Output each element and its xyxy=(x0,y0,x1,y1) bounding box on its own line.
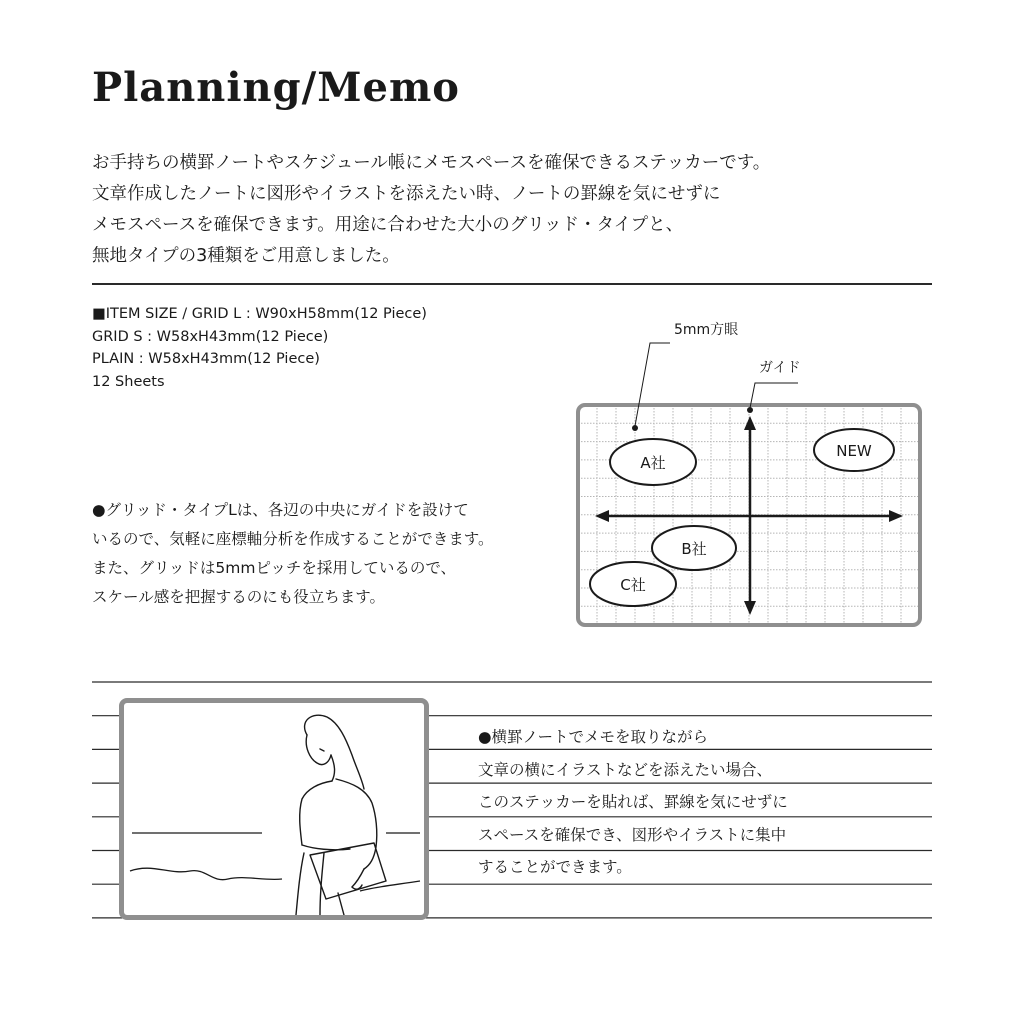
note-text-line: ●横罫ノートでメモを取りながら xyxy=(478,728,709,746)
bubble-label: C社 xyxy=(620,576,646,594)
note-text-line: スペースを確保でき、図形やイラストに集中 xyxy=(478,825,787,844)
grid-text-line: ●グリッド・タイプLは、各辺の中央にガイドを設けて xyxy=(92,501,469,519)
bubble-label: NEW xyxy=(836,442,872,460)
page-title: Planning/Memo xyxy=(92,64,460,111)
bubble-b xyxy=(652,526,736,570)
section-divider xyxy=(92,283,932,285)
spec-line: ■ITEM SIZE / GRID L : W90xH58mm(12 Piece) xyxy=(92,306,427,322)
spec-line: 12 Sheets xyxy=(92,373,165,390)
notebook-description xyxy=(478,721,788,884)
grid-sticker-diagram xyxy=(560,310,940,640)
callout-grid-label: 5mm方眼 xyxy=(674,322,739,338)
note-text-line: することができます。 xyxy=(478,858,632,876)
grid-text-line: また、グリッドは5mmピッチを採用しているので、 xyxy=(92,559,457,577)
spec-line: GRID S : W58xH43mm(12 Piece) xyxy=(92,328,329,345)
bubble-new xyxy=(814,429,894,471)
grid-text-line: いるので、気軽に座標軸分析を作成することができます。 xyxy=(92,530,494,548)
intro-line: お手持ちの横罫ノートやスケジュール帳にメモスペースを確保できるステッカーです。 xyxy=(92,153,771,173)
spec-line: PLAIN : W58xH43mm(12 Piece) xyxy=(92,351,320,367)
bubble-label: A社 xyxy=(640,454,666,472)
note-text-line: このステッカーを貼れば、罫線を気にせずに xyxy=(478,793,788,811)
callout-guide-label: ガイド xyxy=(759,360,801,376)
bubble-a xyxy=(610,439,696,485)
intro-line: 無地タイプの3種類をご用意しました。 xyxy=(92,246,400,266)
item-size-spec xyxy=(92,303,427,393)
intro-paragraph xyxy=(92,148,952,272)
bubble-label: B社 xyxy=(681,540,707,558)
note-text-line: 文章の横にイラストなどを添えたい場合、 xyxy=(478,760,773,779)
grid-type-description xyxy=(92,496,493,612)
plain-sticker xyxy=(119,698,429,920)
grid-text-line: スケール感を把握するのにも役立ちます。 xyxy=(92,588,385,606)
intro-line: 文章作成したノートに図形やイラストを添えたい時、ノートの罫線を気にせずに xyxy=(92,184,721,204)
intro-line: メモスペースを確保できます。用途に合わせた大小のグリッド・タイプと、 xyxy=(92,215,684,235)
bubble-c xyxy=(590,562,676,606)
person-illustration xyxy=(124,703,424,915)
